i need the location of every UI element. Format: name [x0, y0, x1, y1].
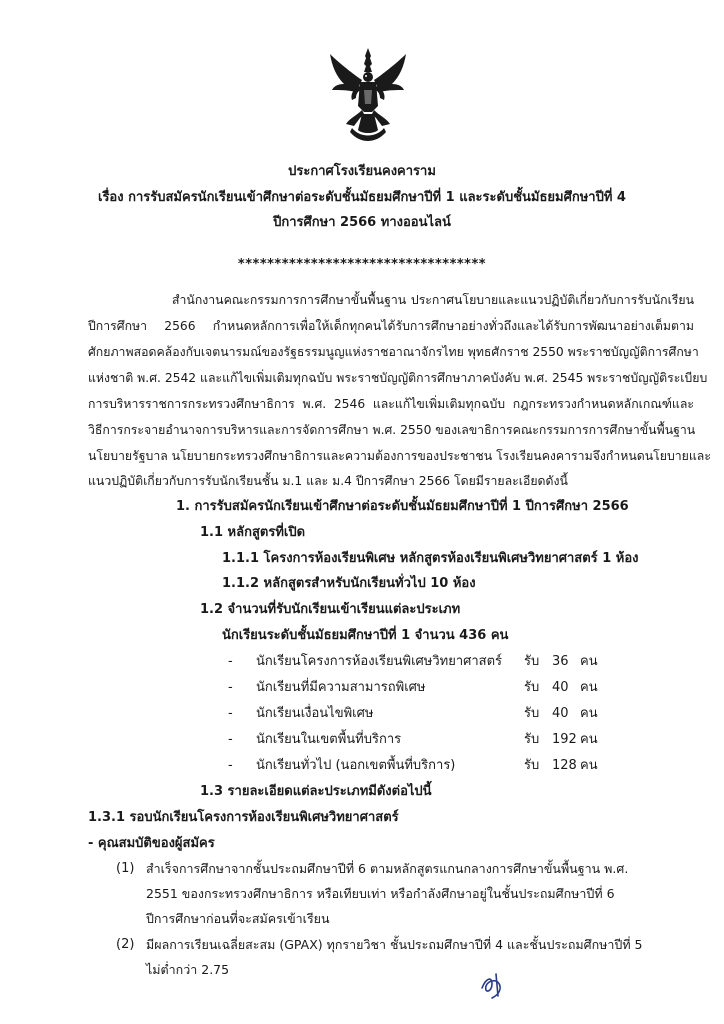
quota-count: 36 — [552, 654, 569, 669]
list-dash: - — [228, 680, 233, 695]
intro-line: ปีการศึกษา 2566 กำหนดหลักการเพื่อให้เด็กทุกคนได้รับการศึกษาอย่างทั่วถึงและได้รับการพัฒนาอย่างเต็มตาม — [88, 319, 694, 333]
separator-line: ********************************** — [237, 257, 487, 272]
quota-name: นักเรียนทั่วไป (นอกเขตพื้นที่บริการ) — [256, 758, 456, 773]
quota-receive-label: รับ — [524, 758, 540, 773]
document-issuer: ประกาศโรงเรียนคงคาราม — [288, 164, 436, 179]
quota-receive-label: รับ — [524, 654, 540, 669]
quota-receive-label: รับ — [524, 706, 540, 721]
quota-name: นักเรียนเงื่อนไขพิเศษ — [256, 706, 374, 721]
list-dash: - — [228, 654, 233, 669]
section-1-title: 1. การรับสมัครนักเรียนเข้าศึกษาต่อระดับชั้นมัธยมศึกษาปีที่ 1 ปีการศึกษา 2566 — [176, 499, 629, 514]
section-1-2-total: นักเรียนระดับชั้นมัธยมศึกษาปีที่ 1 จำนวน 436 คน — [222, 628, 509, 643]
section-1-3-1-heading: 1.3.1 รอบนักเรียนโครงการห้องเรียนพิเศษวิทยาศาสตร์ — [88, 810, 399, 825]
quota-name: นักเรียนที่มีความสามารถพิเศษ — [256, 680, 426, 695]
list-dash: - — [228, 732, 233, 747]
quota-receive-label: รับ — [524, 732, 540, 747]
qualifications-heading: - คุณสมบัติของผู้สมัคร — [88, 836, 215, 851]
section-1-1-2: 1.1.2 หลักสูตรสำหรับนักเรียนทั่วไป 10 ห้อง — [222, 576, 476, 591]
intro-line: นโยบายรัฐบาล นโยบายกระทรวงศึกษาธิการและความต้องการของประชาชน โรงเรียนคงคารามจึงกำหนดนโยบายและ — [88, 449, 711, 463]
quota-count: 40 — [552, 680, 569, 695]
quota-name: นักเรียนโครงการห้องเรียนพิเศษวิทยาศาสตร์ — [256, 654, 503, 669]
quota-count: 40 — [552, 706, 569, 721]
section-1-3-heading: 1.3 รายละเอียดแต่ละประเภทมีดังต่อไปนี้ — [200, 784, 432, 799]
qualification-line: มีผลการเรียนเฉลี่ยสะสม (GPAX) ทุกรายวิชา ชั้นประถมศึกษาปีที่ 4 และชั้นประถมศึกษาปีที่ 5 — [146, 937, 643, 952]
qualification-number: (2) — [116, 937, 135, 952]
quota-count: 192 — [552, 732, 577, 747]
quota-unit: คน — [580, 680, 598, 695]
quota-unit: คน — [580, 758, 598, 773]
intro-line: ศักยภาพสอดคล้องกับเจตนารมณ์ของรัฐธรรมนูญแห่งราชอาณาจักรไทย พุทธศักราช 2550 พระราชบัญญัติการศึกษา — [88, 345, 699, 359]
document-subject: เรื่อง การรับสมัครนักเรียนเข้าศึกษาต่อระดับชั้นมัธยมศึกษาปีที่ 1 และระดับชั้นมัธยมศึกษาปีที่ 4 — [98, 190, 626, 205]
qualification-line: สำเร็จการศึกษาจากชั้นประถมศึกษาปีที่ 6 ตามหลักสูตรแกนกลางการศึกษาขั้นพื้นฐาน พ.ศ. — [146, 861, 629, 876]
intro-line: การบริหารราชการกระทรวงศึกษาธิการ พ.ศ. 2546 และแก้ไขเพิ่มเติมทุกฉบับ กฎกระทรวงกำหนดหลักเกณฑ์และ — [88, 397, 694, 411]
quota-receive-label: รับ — [524, 680, 540, 695]
quota-unit: คน — [580, 654, 598, 669]
section-1-1-heading: 1.1 หลักสูตรที่เปิด — [200, 525, 306, 540]
section-1-2-heading: 1.2 จำนวนที่รับนักเรียนเข้าเรียนแต่ละประเภท — [200, 602, 461, 617]
quota-count: 128 — [552, 758, 577, 773]
intro-line: วิธีการกระจายอำนาจการบริหารและการจัดการศึกษา พ.ศ. 2550 ของเลขาธิการคณะกรรมการการศึกษาขั้นพื้นฐาน — [88, 423, 696, 437]
intro-line: สำนักงานคณะกรรมการการศึกษาขั้นพื้นฐาน ประกาศนโยบายและแนวปฏิบัติเกี่ยวกับการรับนักเรียน — [172, 293, 694, 307]
qualification-number: (1) — [116, 861, 135, 876]
quota-unit: คน — [580, 732, 598, 747]
intro-line: แห่งชาติ พ.ศ. 2542 และแก้ไขเพิ่มเติมทุกฉบับ พระราชบัญญัติการศึกษาภาคบังคับ พ.ศ. 2545 พระราชบัญญัติระเบียบ — [88, 371, 708, 385]
qualification-line: ปีการศึกษาก่อนที่จะสมัครเข้าเรียน — [146, 911, 330, 926]
quota-name: นักเรียนในเขตพื้นที่บริการ — [256, 732, 402, 747]
quota-unit: คน — [580, 706, 598, 721]
qualification-line: ไม่ต่ำกว่า 2.75 — [146, 962, 230, 977]
signature-mark-icon — [478, 968, 506, 1000]
qualification-line: 2551 ของกระทรวงศึกษาธิการ หรือเทียบเท่า หรือกำลังศึกษาอยู่ในชั้นประถมศึกษาปีที่ 6 — [146, 886, 615, 901]
list-dash: - — [228, 758, 233, 773]
intro-line: แนวปฏิบัติเกี่ยวกับการรับนักเรียนชั้น ม.1 และ ม.4 ปีการศึกษา 2566 โดยมีรายละเอียดดังนี้ — [88, 474, 568, 488]
document-year-line: ปีการศึกษา 2566 ทางออนไลน์ — [273, 215, 451, 230]
garuda-emblem-icon — [326, 46, 410, 144]
section-1-1-1: 1.1.1 โครงการห้องเรียนพิเศษ หลักสูตรห้องเรียนพิเศษวิทยาศาสตร์ 1 ห้อง — [222, 551, 639, 566]
list-dash: - — [228, 706, 233, 721]
